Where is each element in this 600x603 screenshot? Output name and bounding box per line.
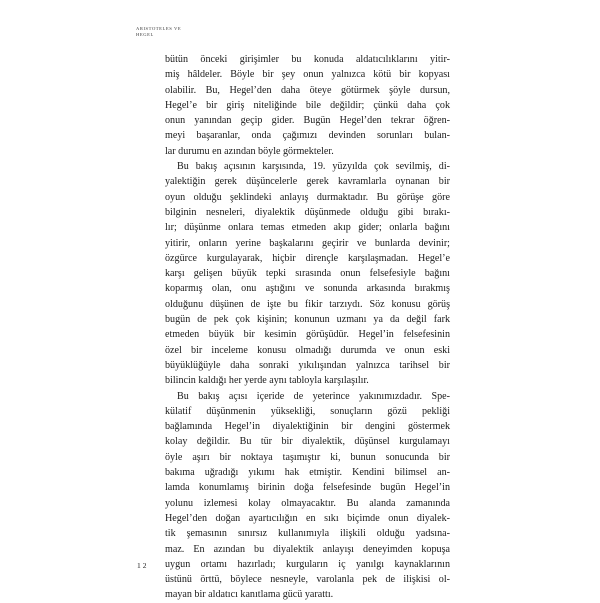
text-line: bakıma uğradığı yıkımı hak etmiştir. Kendini bilimsel an- <box>165 467 450 479</box>
running-head <box>136 26 181 37</box>
text-line: maz. En azından bu diyalektik anlayışı deneyimden kopuşa <box>165 543 450 555</box>
text-line: olabilir. Bu, Hegel’den daha öteye götürmek şöyle dursun, <box>165 84 450 96</box>
page-number: 12 <box>137 561 149 570</box>
text-line: bilincin kaldığı her yerde aynı tabloyla karşılaşılır. <box>165 375 369 387</box>
text-line: mayan bir aldatıcı kanıtlama gücü yarattı. <box>165 589 334 601</box>
text-line: bilginin nesneleri, diyalektik düşünmede olduğu gibi bırakı- <box>165 206 450 218</box>
text-line: lamda konumlamış birinin doğa felsefesinde bugün Hegel’in <box>165 482 450 494</box>
text-line: oyun olduğu şeklindeki anlayış durmaktadır. Bu görüşe göre <box>165 191 450 203</box>
paragraph <box>165 52 450 159</box>
text-line: yitirir, onların yerine başkalarını geçirir ve bunlarda devinir; <box>165 237 450 249</box>
text-line: üstünü örttü, böylece nesneyle, varolanla pek de ilişkisi ol- <box>165 574 450 586</box>
text-line: uygun ortamı hazırladı; kurguların iç yanılgı kaynaklarının <box>165 558 450 570</box>
text-line: bugün de pek çok kişinin; konunun uzmanı ya da değil fark <box>165 314 450 326</box>
text-line: Bu bakış açısı içeride de yeterince yakınımızdadır. Spe- <box>177 390 450 402</box>
text-line: külatif düşünmenin yüksekliği, sonuçların gözü pekliği <box>165 405 450 417</box>
text-line: olduğunu düşünen de işte bu fikir tarzıydı. Söz konusu görüş <box>165 298 450 310</box>
paragraph <box>165 389 450 603</box>
text-line: Bu bakış açısının karşısında, 19. yüzyılda çok sevilmiş, di- <box>177 161 450 173</box>
text-line: onun yanından geçip gider. Bugün Hegel’den tekrar öğren- <box>165 115 450 127</box>
text-line: tik şemasının sınırsız kullanımıyla ilişkili olduğu yadsına- <box>165 528 450 540</box>
text-line: yolunu izlemesi kolay olmayacaktır. Bu alanda zamanında <box>165 497 450 509</box>
text-line: Hegel’e bir giriş niteliğinde bile değildir; çünkü daha çok <box>165 99 450 111</box>
text-line: özel bir inceleme konusu olmadığı durumda ve onun eski <box>165 344 450 356</box>
paragraph <box>165 159 450 388</box>
text-line: Hegel’den doğan ayartıcılığın en sıkı biçimde onun diyalek- <box>165 512 450 524</box>
text-line: karşı gelişen büyük tepki sırasında onun felsefesiyle bağını <box>165 268 450 280</box>
text-line: lar durumu en azından böyle görmekteler. <box>165 145 334 157</box>
text-line: etmeden büyük bir kesimin görüşüdür. Hegel’in felsefesinin <box>165 329 450 341</box>
text-line: bağlamında Hegel’in diyalektiğinin bir dengini göstermek <box>165 421 450 433</box>
text-line: bütün önceki girişimler bu konuda aldatıcılıklarını yitir- <box>165 54 450 65</box>
text-line: meyi başaranlar, onda çağımızı devinden sorunları bulan- <box>165 130 450 142</box>
running-head-line: HEGEL <box>136 31 154 37</box>
text-line: lır; düşünme onlara temas etmeden akıp gider; onlarla bağını <box>165 222 450 234</box>
running-head-line: ARISTOTELES VE <box>136 26 182 31</box>
text-line: yalektiğin gerek düşüncelerle gerek kavramlarla oynanan bir <box>165 176 450 188</box>
text-line: özgürce kurgulayarak, hiçbir dirençle karşılaşmadan. Hegel’e <box>165 252 450 264</box>
text-line: büyüklüğüyle daha sonraki yıkılışından yalnızca tarihsel bir <box>165 359 450 371</box>
text-line: koparmış olan, onu aştığını ve sonunda arkasında bırakmış <box>165 283 450 295</box>
text-line: miş hâldeler. Böyle bir şey onun yalnızca kötü bir kopyası <box>165 69 450 81</box>
text-line: öyle aşırı bir noktaya taşımıştır ki, bunun sonucunda bir <box>165 451 450 463</box>
body-text <box>165 52 450 603</box>
text-line: kolay değildir. Bu tür bir diyalektik, düşünsel kurgulamayı <box>165 436 450 448</box>
